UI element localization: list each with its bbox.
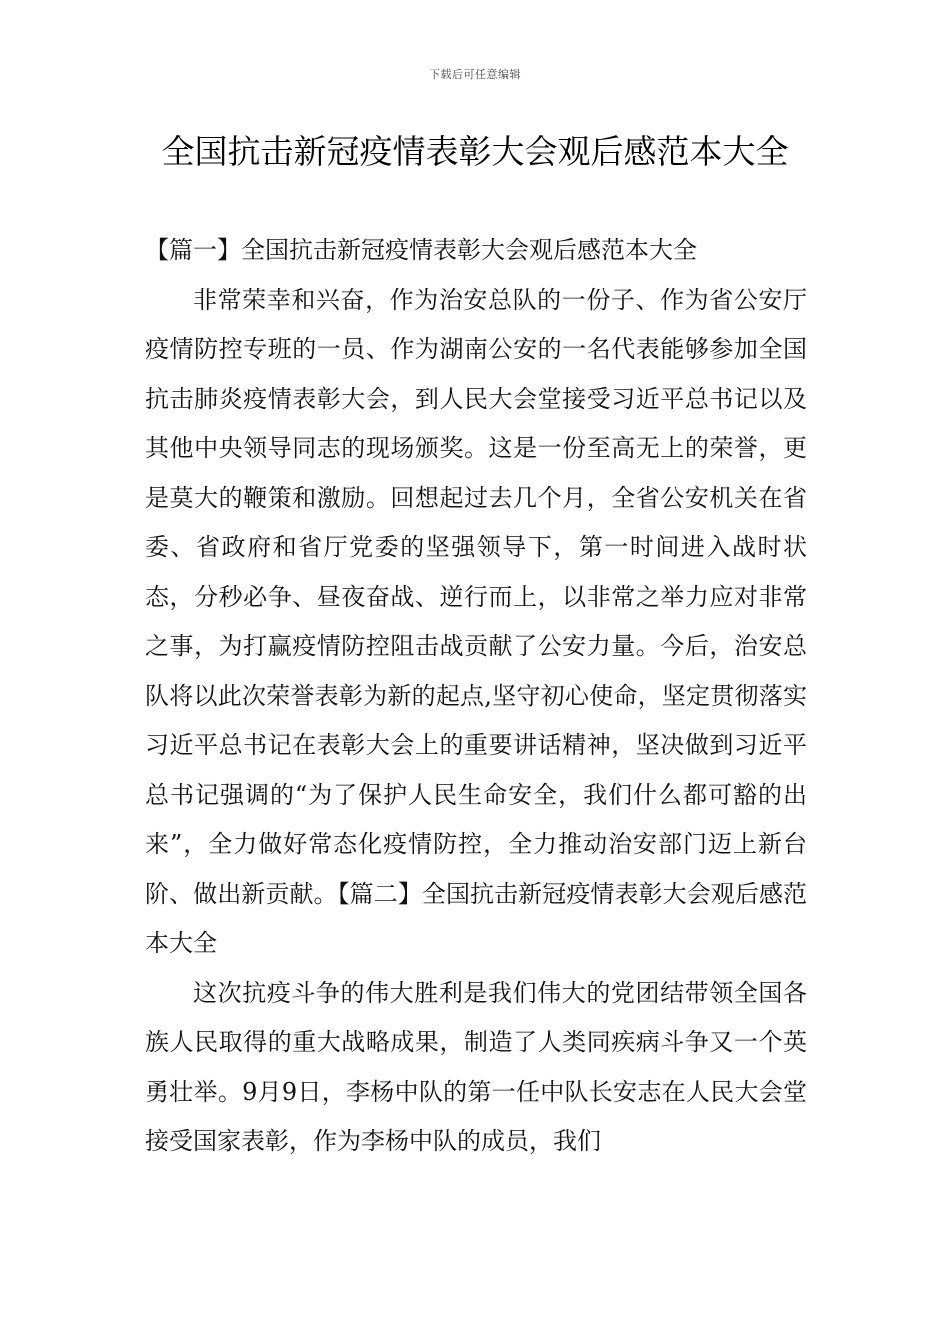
- header-note: 下载后可任意编辑: [429, 68, 521, 81]
- paragraph-2: 这次抗疫斗争的伟大胜利是我们伟大的党团结带领全国各族人民取得的重大战略成果，制造了人类同疾病斗争又一个英勇壮举。9月9日，李杨中队的第一任中队长安志在人民大会堂接受国家表彰，作为李杨中队的成员，我们: [145, 978, 807, 1155]
- section-heading-2: 【篇二】全国抗击新冠疫情表彰大会观后感范本大全: [145, 879, 807, 957]
- section-heading-1: 【篇一】全国抗击新冠疫情表彰大会观后感范本大全: [145, 236, 697, 264]
- document-body: [145, 226, 807, 1167]
- paragraph-1: [145, 276, 807, 969]
- paragraph-1-text: 非常荣幸和兴奋，作为治安总队的一份子、作为省公安厅疫情防控专班的一员、作为湖南公安的一名代表能够参加全国抗击肺炎疫情表彰大会，到人民大会堂接受习近平总书记以及其他中央领导同志的现场颁奖。这是一份至高无上的荣誉，更是莫大的鞭策和激励。回想起过去几个月，全省公安机关在省委、省政府和省厅党委的坚强领导下，第一时间进入战时状态，分秒必争、昼夜奋战、逆行而上，以非常之举力应对非常之事，为打赢疫情防控阻击战贡献了公安力量。今后，治安总队将以此次荣誉表彰为新的起点,坚守初心使命，坚定贯彻落实习近平总书记在表彰大会上的重要讲话精神，坚决做到习近平总书记强调的“为了保护人民生命安全，我们什么都可豁的出来”，全力做好常态化疫情防控，全力推动治安部门迈上新台阶、做出新贡献。: [145, 285, 807, 908]
- document-title: 全国抗击新冠疫情表彰大会观后感范本大全: [161, 132, 789, 171]
